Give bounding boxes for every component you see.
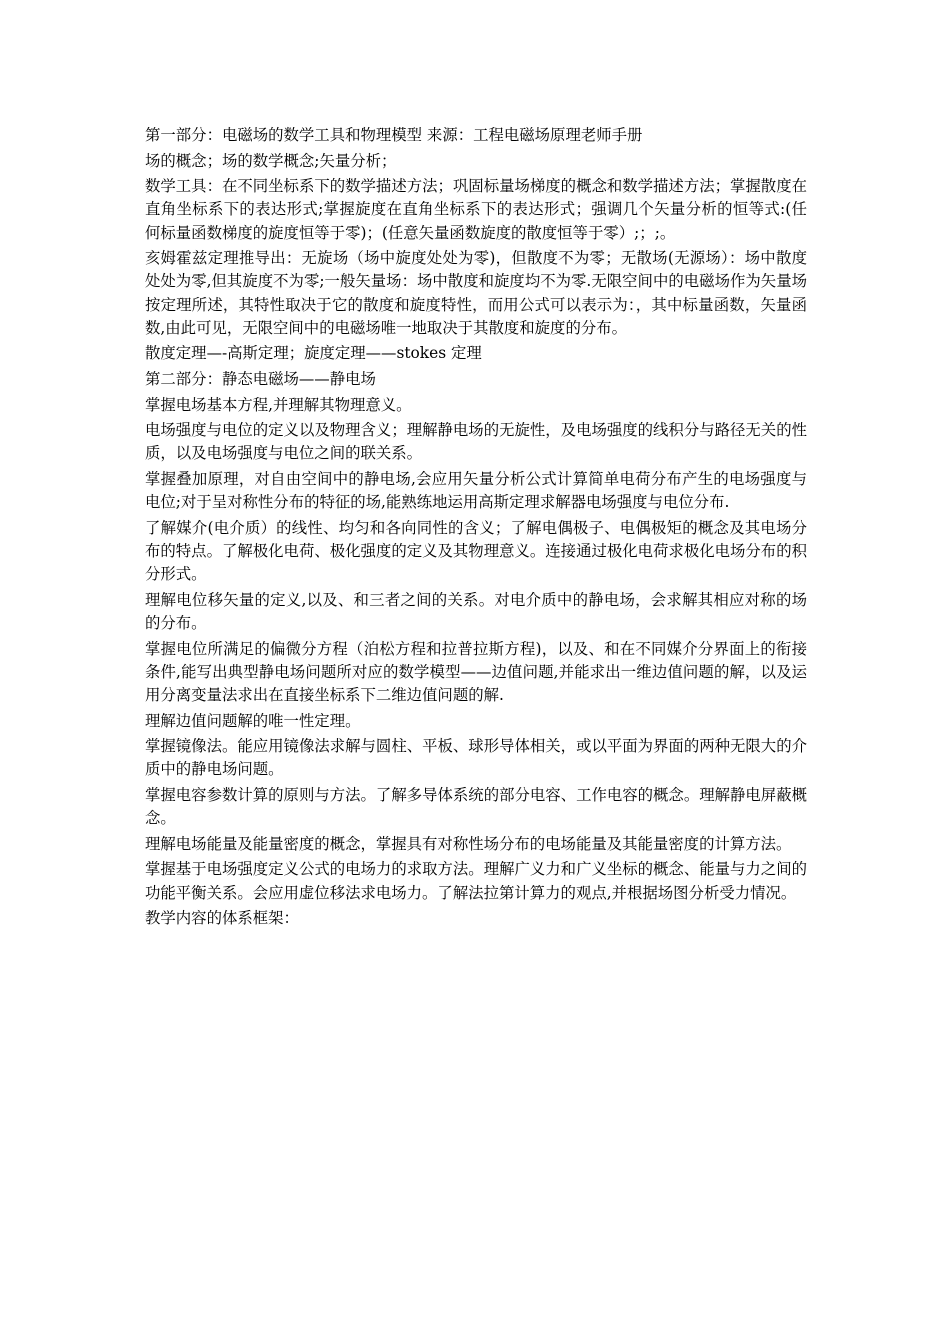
document-body xyxy=(145,124,807,933)
paragraph-dielectric-media: 了解媒介(电介质）的线性、均匀和各向同性的含义；了解电偶极子、电偶极矩的概念及其电场分布的特点。了解极化电荷、极化强度的定义及其物理意义。连接通过极化电荷求极化电场分布的积分形式。 xyxy=(145,518,807,584)
paragraph-pde-boundary-conditions: 掌握电位所满足的偏微分方程（泊松方程和拉普拉斯方程)，以及、和在不同媒介分界面上的衔接条件,能写出典型静电场问题所对应的数学模型——边值问题,并能求出一维边值问题的解，以及运用分离变量法求出在直接坐标系下二维边值问题的解. xyxy=(145,639,807,704)
paragraph-displacement-vector: 理解电位移矢量的定义,以及、和三者之间的关系。对电介质中的静电场，会求解其相应对称的场的分布。 xyxy=(145,590,807,632)
paragraph-teaching-framework: 教学内容的体系框架： xyxy=(145,909,299,928)
paragraph-image-method: 掌握镜像法。能应用镜像法求解与圆柱、平板、球形导体相关，或以平面为界面的两种无限大的介质中的静电场问题。 xyxy=(145,737,807,779)
paragraph-helmholtz-theorem: 亥姆霍兹定理推导出：无旋场（场中旋度处处为零)，但散度不为零；无散场(无源场）：场中散度处处为零,但其旋度不为零;一般矢量场：场中散度和旋度均不为零.无限空间中的电磁场作为矢量场按定理所述，其特性取决于它的散度和旋度特性，而用公式可以表示为：，其中标量函数，矢量函数,由此可见，无限空间中的电磁场唯一地取决于其散度和旋度的分布。 xyxy=(145,249,807,337)
paragraph-field-concepts: 场的概念；场的数学概念;矢量分析； xyxy=(145,151,397,170)
paragraph-math-tools: 数学工具：在不同坐标系下的数学描述方法；巩固标量场梯度的概念和数学描述方法；掌握散度在直角坐标系下的表达形式;掌握旋度在直角坐标系下的表达形式；强调几个矢量分析的恒等式:(任何标量函数梯度的旋度恒等于零)；(任意矢量函数旋度的散度恒等于零）;；;。 xyxy=(145,177,807,242)
paragraph-superposition: 掌握叠加原理，对自由空间中的静电场,会应用矢量分析公式计算简单电荷分布产生的电场强度与电位;对于呈对称性分布的特征的场,能熟练地运用高斯定理求解器电场强度与电位分布. xyxy=(145,469,807,512)
section-heading-part-one: 第一部分：电磁场的数学工具和物理模型 来源：工程电磁场原理老师手册 xyxy=(145,126,643,144)
paragraph-basic-equations: 掌握电场基本方程,并理解其物理意义。 xyxy=(145,395,412,414)
paragraph-field-potential-definition: 电场强度与电位的定义以及物理含义；理解静电场的无旋性，及电场强度的线积分与路径无关的性质，以及电场强度与电位之间的联关系。 xyxy=(145,421,807,463)
paragraph-uniqueness-theorem: 理解边值问题解的唯一性定理。 xyxy=(145,711,361,730)
section-heading-part-two: 第二部分：静态电磁场——静电场 xyxy=(145,369,376,388)
paragraph-divergence-curl-theorems: 散度定理—-高斯定理；旋度定理——stokes 定理 xyxy=(145,344,482,363)
paragraph-capacitance: 掌握电容参数计算的原则与方法。了解多导体系统的部分电容、工作电容的概念。理解静电屏蔽概念。 xyxy=(145,785,807,828)
paragraph-electric-force: 掌握基于电场强度定义公式的电场力的求取方法。理解广义力和广义坐标的概念、能量与力之间的功能平衡关系。会应用虚位移法求电场力。了解法拉第计算力的观点,并根据场图分析受力情况。 xyxy=(145,860,807,902)
paragraph-field-energy: 理解电场能量及能量密度的概念，掌握具有对称性场分布的电场能量及其能量密度的计算方法。 xyxy=(145,834,792,853)
